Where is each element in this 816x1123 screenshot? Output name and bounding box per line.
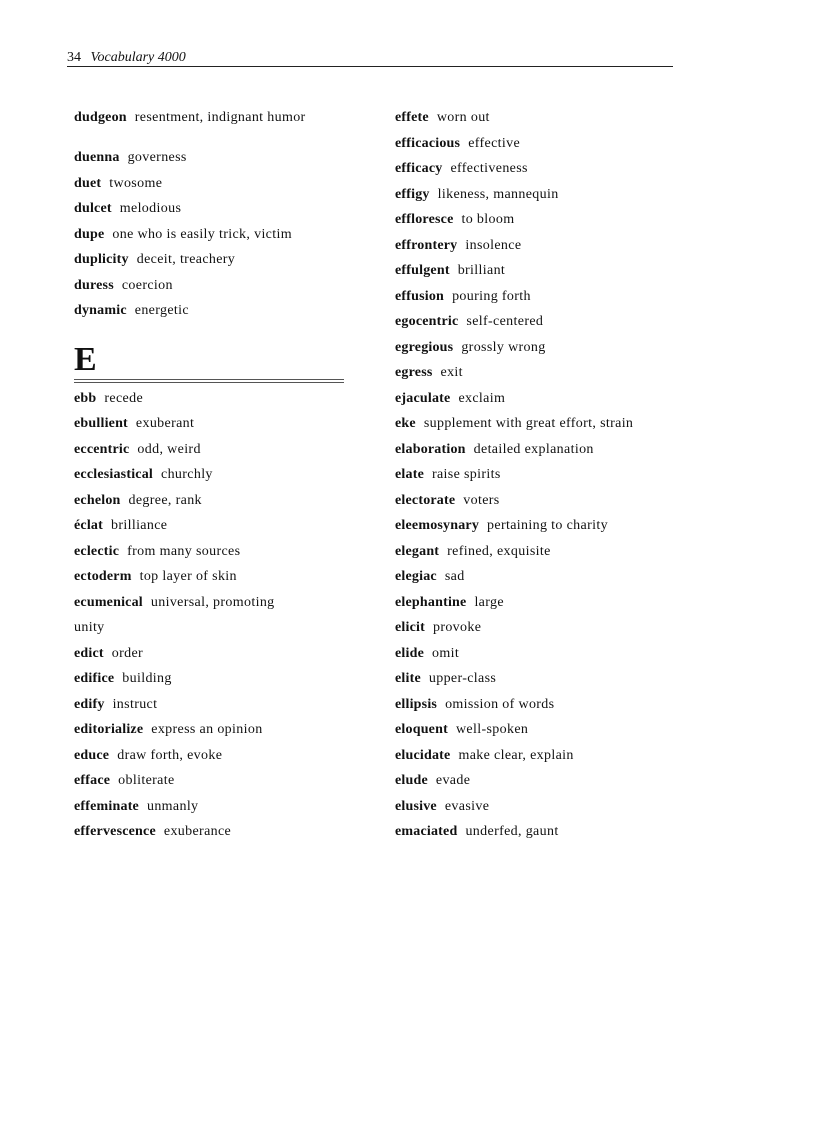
- entry-definition: obliterate: [118, 773, 175, 788]
- entry-definition: energetic: [134, 303, 189, 318]
- entry-term: eke: [395, 416, 416, 431]
- glossary-entry: [74, 773, 349, 799]
- entry-definition: voters: [463, 492, 500, 508]
- entry-term: emaciated: [395, 824, 458, 839]
- entry-definition: provoke: [432, 620, 482, 635]
- entry-term: elusive: [395, 798, 437, 814]
- entry-definition: draw forth, evoke: [117, 747, 223, 763]
- entry-term: eclectic: [74, 543, 120, 559]
- page-number: 34: [67, 50, 81, 65]
- entry-definition: evade: [435, 773, 471, 788]
- entry-term: dupe: [74, 226, 105, 242]
- entry-definition: pouring forth: [452, 288, 531, 304]
- glossary-entry: [74, 110, 324, 150]
- entry-definition: omit: [432, 645, 460, 661]
- entry-definition: governess: [127, 150, 187, 165]
- entry-definition: supplement with great effort, strain: [423, 416, 634, 431]
- entry-term: dynamic: [74, 303, 127, 318]
- entry-term: elate: [395, 467, 424, 482]
- running-head: [67, 50, 673, 67]
- glossary-entry: [74, 722, 349, 748]
- entry-definition: unity: [74, 620, 105, 635]
- entry-definition: churchly: [161, 467, 213, 482]
- glossary-entry: [395, 391, 695, 417]
- entry-term: edify: [74, 696, 105, 712]
- glossary-entry: [74, 544, 349, 570]
- glossary-entry: [395, 646, 695, 672]
- glossary-entry: [395, 187, 695, 213]
- entry-definition: grossly wrong: [461, 339, 546, 355]
- glossary-entry: [74, 824, 349, 850]
- glossary-entry: [395, 748, 695, 774]
- entry-term: elegiac: [395, 569, 437, 584]
- entry-term: duet: [74, 175, 102, 191]
- entry-definition: odd, weird: [137, 441, 201, 457]
- entry-term: duplicity: [74, 252, 129, 267]
- entry-definition: recede: [104, 390, 144, 406]
- entry-term: editorialize: [74, 722, 144, 737]
- glossary-entry: [74, 442, 349, 468]
- entry-term: echelon: [74, 492, 121, 508]
- glossary-entry: [74, 252, 349, 278]
- glossary-entry: [395, 620, 695, 646]
- entry-term: effrontery: [395, 237, 458, 253]
- entry-definition: brilliance: [110, 518, 168, 533]
- entry-definition: detailed explanation: [473, 441, 594, 457]
- left-column: [74, 110, 349, 850]
- entry-definition: top layer of skin: [139, 569, 237, 584]
- entry-term: edifice: [74, 671, 115, 686]
- entry-term: egress: [395, 365, 433, 380]
- entry-definition: refined, exquisite: [447, 543, 551, 559]
- glossary-entry: [74, 227, 349, 253]
- entry-term: efficacious: [395, 135, 461, 151]
- entry-definition: building: [122, 671, 172, 686]
- entry-term: éclat: [74, 518, 103, 533]
- glossary-entry: [74, 467, 349, 493]
- glossary-entry: [74, 176, 349, 202]
- glossary-entry: [395, 416, 695, 442]
- glossary-entry: [395, 161, 695, 187]
- entry-term: elude: [395, 773, 428, 788]
- entry-definition: exclaim: [458, 390, 506, 406]
- entry-term: elide: [395, 645, 424, 661]
- entry-term: efficacy: [395, 161, 443, 176]
- entry-term: egregious: [395, 339, 454, 355]
- entry-definition: universal, promoting: [150, 594, 275, 610]
- e-entries-list: [74, 391, 349, 850]
- entry-term: effeminate: [74, 798, 139, 814]
- entry-term: effervescence: [74, 824, 156, 839]
- entry-term: elaboration: [395, 441, 466, 457]
- entry-term: eloquent: [395, 722, 448, 737]
- entry-term: ellipsis: [395, 696, 438, 712]
- glossary-entry: [395, 467, 695, 493]
- entry-term: ebullient: [74, 416, 128, 431]
- entry-term: ectoderm: [74, 569, 132, 584]
- glossary-entry: [74, 697, 349, 723]
- entry-term: egocentric: [395, 314, 459, 329]
- glossary-entry: [395, 544, 695, 570]
- section-heading: [74, 340, 349, 391]
- entry-definition: self-centered: [466, 314, 544, 329]
- entry-definition: coercion: [121, 277, 173, 293]
- entry-term: educe: [74, 747, 110, 763]
- glossary-entry: [395, 518, 695, 544]
- entry-definition: one who is easily trick, victim: [112, 226, 292, 242]
- glossary-entry: [74, 620, 349, 646]
- glossary-entry: [74, 201, 349, 227]
- glossary-entry: [74, 391, 349, 417]
- glossary-entry: [395, 824, 695, 850]
- glossary-entry: [395, 722, 695, 748]
- entry-term: efface: [74, 773, 111, 788]
- entry-definition: melodious: [119, 201, 182, 216]
- glossary-entry: [74, 595, 349, 621]
- section-rule: [74, 379, 344, 383]
- glossary-entry: [74, 799, 349, 825]
- entry-definition: sad: [444, 569, 465, 584]
- entry-definition: effectiveness: [450, 161, 528, 176]
- glossary-entry: [395, 773, 695, 799]
- right-column: [395, 110, 695, 850]
- entry-term: ecumenical: [74, 594, 143, 610]
- section-letter: E: [74, 340, 97, 378]
- entry-term: elite: [395, 671, 421, 686]
- glossary-entry: [395, 595, 695, 621]
- entry-term: effloresce: [395, 212, 454, 227]
- entry-definition: large: [474, 594, 504, 610]
- glossary-entry: [74, 416, 349, 442]
- entry-definition: order: [111, 645, 144, 661]
- glossary-entry: [395, 799, 695, 825]
- glossary-entry: [74, 748, 349, 774]
- entry-definition: raise spirits: [431, 467, 501, 482]
- glossary-entry: [395, 263, 695, 289]
- entry-term: ecclesiastical: [74, 467, 153, 482]
- entry-definition: underfed, gaunt: [465, 824, 559, 839]
- entry-definition: express an opinion: [151, 722, 263, 737]
- glossary-entry: [395, 365, 695, 391]
- entry-definition: to bloom: [461, 212, 515, 227]
- entry-definition: unmanly: [146, 798, 199, 814]
- glossary-entry: [74, 278, 349, 304]
- entry-definition: exuberance: [163, 824, 232, 839]
- entry-term: electorate: [395, 492, 456, 508]
- entry-term: eccentric: [74, 441, 130, 457]
- glossary-entry: [395, 697, 695, 723]
- glossary-entry: [74, 150, 349, 176]
- glossary-entry: [395, 340, 695, 366]
- glossary-entry: [395, 314, 695, 340]
- entry-term: effusion: [395, 288, 445, 304]
- glossary-entry: [395, 569, 695, 595]
- entry-definition: insolence: [465, 237, 522, 253]
- entry-definition: worn out: [436, 110, 490, 125]
- entry-definition: deceit, treachery: [136, 252, 236, 267]
- entry-term: ejaculate: [395, 390, 451, 406]
- glossary-entry: [395, 671, 695, 697]
- entry-definition: well-spoken: [455, 722, 529, 737]
- entry-term: duenna: [74, 150, 120, 165]
- entry-term: effigy: [395, 186, 430, 202]
- entry-term: dulcet: [74, 201, 112, 216]
- glossary-entry: [74, 518, 349, 544]
- entry-term: elephantine: [395, 594, 467, 610]
- entry-term: ebb: [74, 390, 97, 406]
- entry-term: effulgent: [395, 263, 450, 278]
- entry-definition: instruct: [112, 696, 158, 712]
- glossary-entry: [74, 646, 349, 672]
- glossary-entry: [395, 442, 695, 468]
- entry-definition: degree, rank: [128, 492, 202, 508]
- entry-term: duress: [74, 277, 114, 293]
- entry-term: edict: [74, 645, 104, 661]
- entry-term: elucidate: [395, 747, 451, 763]
- entry-definition: twosome: [109, 175, 163, 191]
- glossary-entry: [395, 136, 695, 162]
- glossary-entry: [395, 238, 695, 264]
- entry-definition: pertaining to charity: [487, 518, 608, 533]
- entry-definition: from many sources: [127, 543, 241, 559]
- d-entries-list: [74, 110, 349, 329]
- entry-definition: exit: [440, 365, 463, 380]
- entry-definition: make clear, explain: [458, 747, 574, 763]
- book-title: Vocabulary 4000: [90, 50, 186, 65]
- glossary-entry: [74, 303, 349, 329]
- glossary-entry: [74, 493, 349, 519]
- entry-definition: evasive: [444, 798, 490, 814]
- glossary-entry: [395, 289, 695, 315]
- entry-definition: likeness, mannequin: [437, 186, 559, 202]
- glossary-entry: [74, 569, 349, 595]
- glossary-entry: [395, 493, 695, 519]
- entry-definition: brilliant: [457, 263, 506, 278]
- entry-term: effete: [395, 110, 429, 125]
- glossary-entry: [395, 212, 695, 238]
- glossary-entry: [74, 671, 349, 697]
- entry-definition: effective: [468, 135, 521, 151]
- glossary-entry: [395, 110, 695, 136]
- entry-term: elicit: [395, 620, 425, 635]
- entry-definition: resentment, indignant humor: [134, 110, 306, 125]
- entry-term: eleemosynary: [395, 518, 480, 533]
- e-entries-list-continued: [395, 110, 695, 850]
- entry-term: elegant: [395, 543, 440, 559]
- entry-definition: upper-class: [428, 671, 497, 686]
- entry-definition: exuberant: [135, 416, 195, 431]
- entry-definition: omission of words: [445, 696, 555, 712]
- entry-term: dudgeon: [74, 110, 127, 125]
